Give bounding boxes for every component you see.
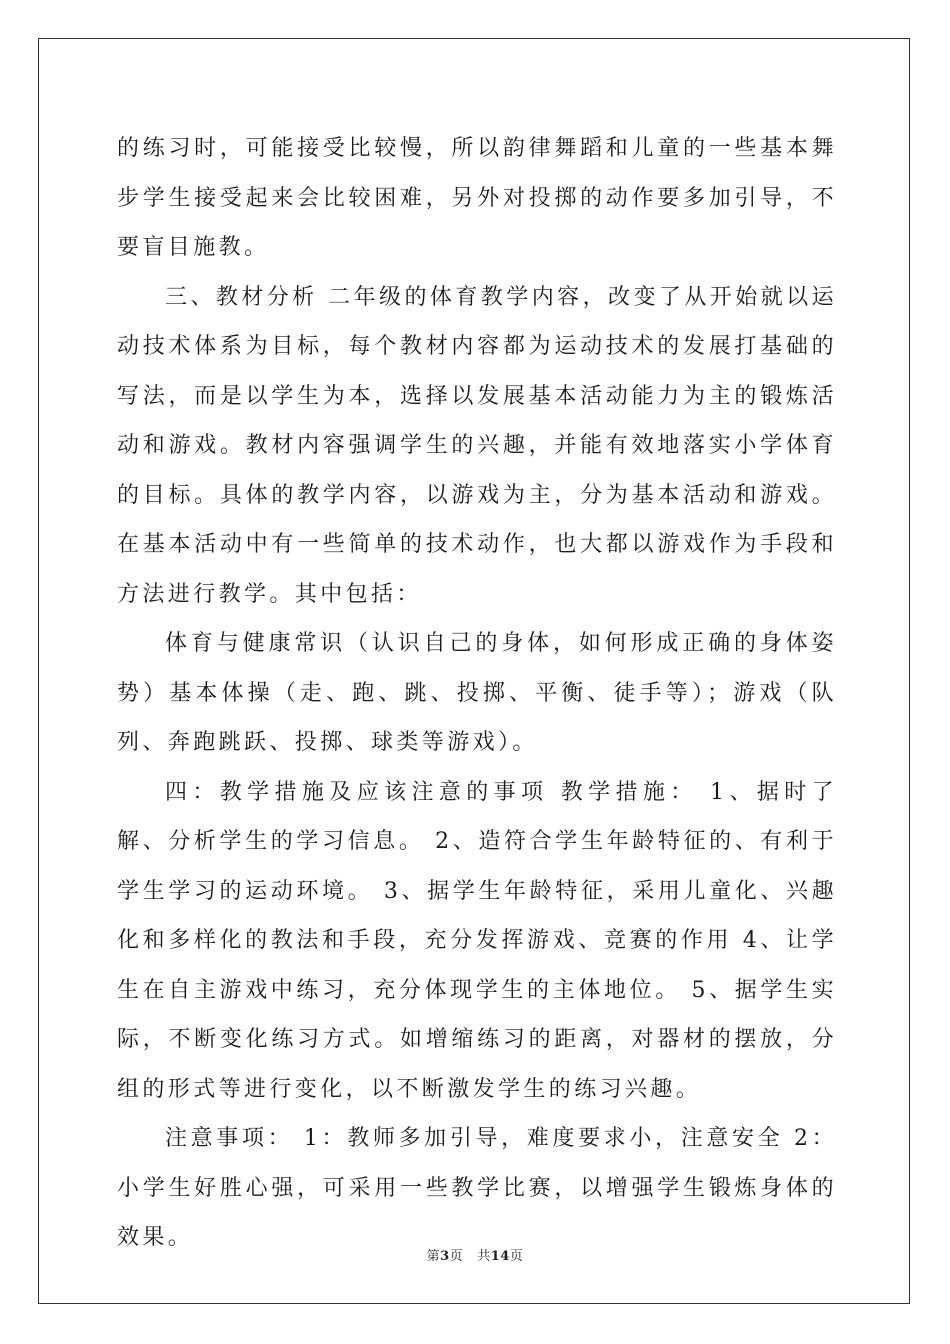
total-pages: 14 — [490, 1249, 510, 1264]
page-number: 3 — [440, 1249, 450, 1264]
paragraph-3: 体育与健康常识（认识自己的身体，如何形成正确的身体姿势）基本体操（走、跑、跳、投掷、平衡、徒手等）；游戏（队列、奔跑跳跃、投掷、球类等游戏）。 — [117, 631, 837, 755]
page-indicator — [427, 1245, 464, 1264]
total-pages-indicator — [477, 1245, 523, 1264]
page-footer — [0, 1245, 950, 1264]
total-suffix: 页 — [509, 1249, 524, 1264]
document-body — [117, 124, 837, 1263]
total-prefix: 共 — [477, 1249, 491, 1264]
paragraph-2: 三、教材分析 二年级的体育教学内容，改变了从开始就以运动技术体系为目标，每个教材内容都为运动技术的发展打基础的写法，而是以学生为本，选择以发展基本活动能力为主的锻炼活动和游戏。教材内容强调学生的兴趣，并能有效地落实小学体育的目标。具体的教学内容，以游戏为主，分为基本活动和游戏。在基本活动中有一些简单的技术动作，也大都以游戏作为手段和方法进行教学。其中包括： — [117, 284, 837, 607]
paragraph-4: 四：教学措施及应该注意的事项 教学措施： 1、据时了解、分析学生的学习信息。 2、造符合学生年龄特征的、有利于学生学习的运动环境。 3、据学生年龄特征，采用儿童化、兴趣化和多样化的教法和手段，充分发挥游戏、竞赛的作用 4、让学生在自主游戏中练习，充分体现学生的主体地位。 5、据学生实际，不断变化练习方式。如增缩练习的距离，对器材的摆放，分组的形式等进行变化，以不断激发学生的练习兴趣。 — [117, 779, 837, 1102]
page-suffix: 页 — [449, 1249, 464, 1264]
paragraph-5: 注意事项： 1：教师多加引导，难度要求小，注意安全 2：小学生好胜心强，可采用一些教学比赛，以增强学生锻炼身体的效果。 — [117, 1126, 837, 1250]
page-prefix: 第 — [426, 1249, 441, 1264]
paragraph-1: 的练习时，可能接受比较慢，所以韵律舞蹈和儿童的一些基本舞步学生接受起来会比较困难，另外对投掷的动作要多加引导，不要盲目施教。 — [117, 136, 837, 260]
